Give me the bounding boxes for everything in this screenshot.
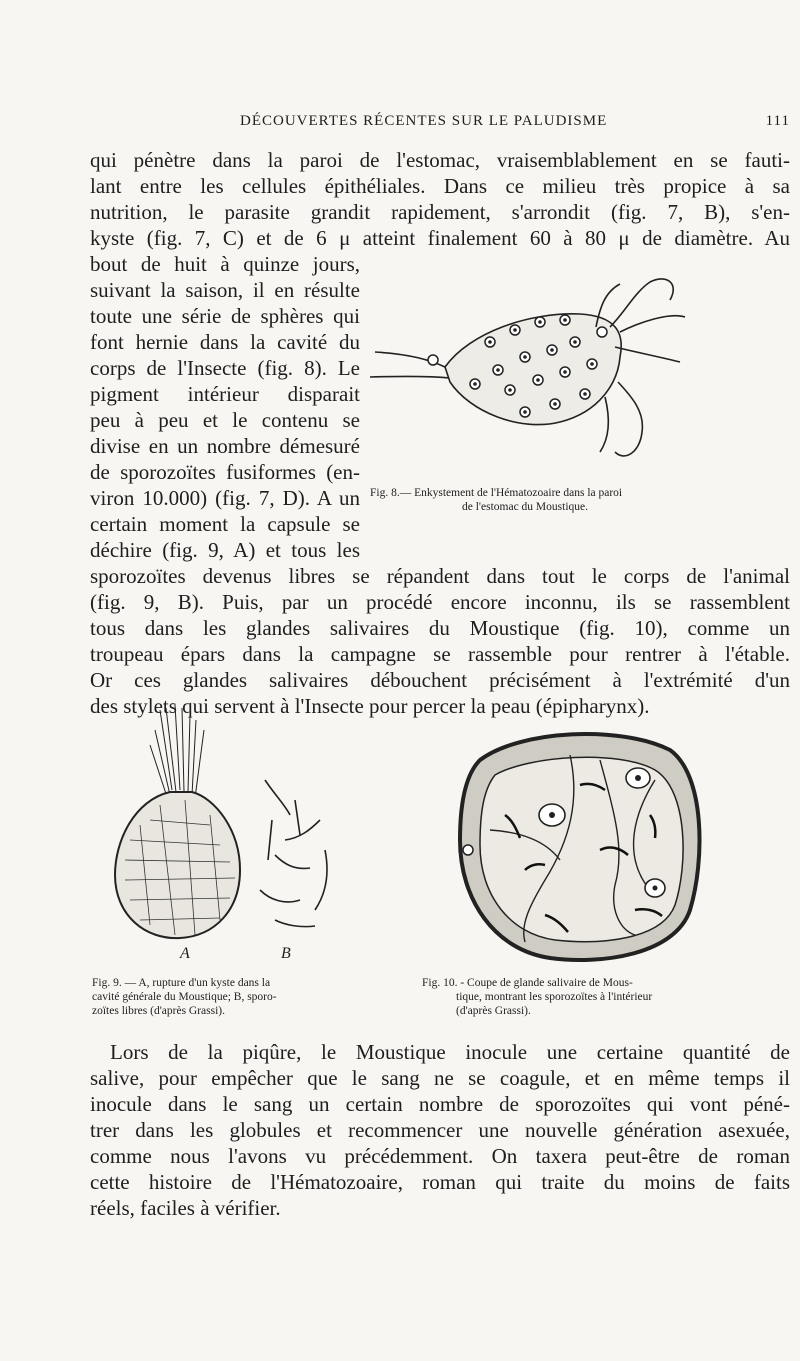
page-number: 111 bbox=[765, 113, 790, 129]
text-line: pigment intérieur disparait bbox=[90, 382, 360, 406]
text-line: déchire (fig. 9, A) et tous les bbox=[90, 538, 360, 562]
text-line: trer dans les globules et recommencer une nouvelle génération asexuée, bbox=[90, 1118, 790, 1142]
figure-8-caption bbox=[370, 486, 720, 514]
caption-line: (d'après Grassi). bbox=[456, 1005, 531, 1017]
text-line: nutrition, le parasite grandit rapidement, s'arrondit (fig. 7, B), s'en- bbox=[90, 200, 790, 224]
text-line: bout de huit à quinze jours, bbox=[90, 252, 360, 276]
caption-line: de l'estomac du Moustique. bbox=[462, 501, 588, 513]
text-line: de sporozoïtes fusiformes (en- bbox=[90, 460, 360, 484]
text-line: tous dans les glandes salivaires du Moustique (fig. 10), comme un bbox=[90, 616, 790, 640]
text-line: salive, pour empêcher que le sang ne se coagule, et en même temps il bbox=[90, 1066, 790, 1090]
caption-line: cavité générale du Moustique; B, sporo- bbox=[92, 991, 277, 1003]
text-line: Lors de la piqûre, le Moustique inocule une certaine quantité de bbox=[110, 1040, 790, 1064]
text-line: troupeau épars dans la campagne se rassemble pour rentrer à l'étable. bbox=[90, 642, 790, 666]
text-line: suivant la saison, il en résulte bbox=[90, 278, 360, 302]
text-line: corps de l'Insecte (fig. 8). Le bbox=[90, 356, 360, 380]
caption-line: zoïtes libres (d'après Grassi). bbox=[92, 1005, 226, 1017]
caption-line: Fig. 9. — A, rupture d'un kyste dans la bbox=[92, 977, 271, 989]
text-line: Or ces glandes salivaires débouchent précisément à l'extrémité d'un bbox=[90, 668, 790, 692]
text-line: inocule dans le sang un certain nombre de sporozoïtes qui vont péné- bbox=[90, 1092, 790, 1116]
text-line: kyste (fig. 7, C) et de 6 μ atteint finalement 60 à 80 μ de diamètre. Au bbox=[90, 226, 790, 250]
caption-line: Fig. 10. - Coupe de glande salivaire de Mous- bbox=[422, 977, 633, 989]
running-title: DÉCOUVERTES RÉCENTES SUR LE PALUDISME bbox=[240, 113, 608, 129]
figure-8-illustration bbox=[370, 272, 690, 472]
figure-10-caption bbox=[422, 976, 722, 1018]
text-line: cette histoire de l'Hématozoaire, roman qui traite du moins de faits bbox=[90, 1170, 790, 1194]
figure-9-caption bbox=[92, 976, 392, 1018]
text-line: peu à peu et le contenu se bbox=[90, 408, 360, 432]
running-head bbox=[90, 113, 790, 137]
figure-9-illustration bbox=[100, 700, 380, 965]
text-line: certain moment la capsule se bbox=[90, 512, 360, 536]
text-line: toute une série de sphères qui bbox=[90, 304, 360, 328]
text-line: divise en un nombre démesuré bbox=[90, 434, 360, 458]
text-line: sporozoïtes devenus libres se répandent dans tout le corps de l'animal bbox=[90, 564, 790, 588]
figure-9-label-a: A bbox=[180, 945, 190, 962]
text-line: lant entre les cellules épithéliales. Dans ce milieu très propice à sa bbox=[90, 174, 790, 198]
text-line: viron 10.000) (fig. 7, D). A un bbox=[90, 486, 360, 510]
figure-9-label-b: B bbox=[281, 945, 291, 962]
text-line: des stylets qui servent à l'Insecte pour percer la peau (épipharynx). bbox=[90, 694, 650, 718]
figure-10-illustration bbox=[450, 720, 710, 970]
text-line: font hernie dans la cavité du bbox=[90, 330, 360, 354]
text-line: réels, faciles à vérifier. bbox=[90, 1196, 281, 1220]
caption-line: tique, montrant les sporozoïtes à l'intérieur bbox=[456, 991, 653, 1003]
text-line: comme nous l'avons vu précédemment. On taxera peut-être de roman bbox=[90, 1144, 790, 1168]
caption-line: Fig. 8.— Enkystement de l'Hématozoaire dans la paroi bbox=[370, 487, 623, 499]
text-line: (fig. 9, B). Puis, par un procédé encore inconnu, ils se rassemblent bbox=[90, 590, 790, 614]
text-line: qui pénètre dans la paroi de l'estomac, vraisemblablement en se fauti- bbox=[90, 148, 790, 172]
